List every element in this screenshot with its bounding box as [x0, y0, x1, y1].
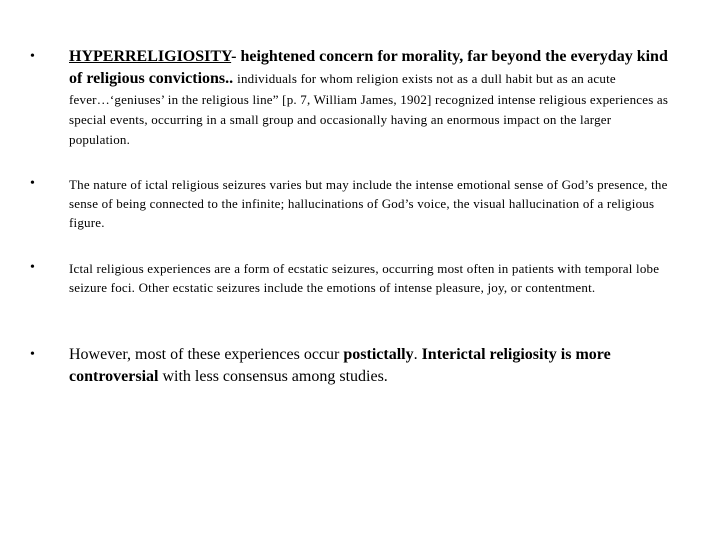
- bullet-marker: •: [30, 49, 35, 64]
- term-hyperreligiosity: HYPERRELIGIOSITY: [69, 48, 232, 65]
- text-part: .: [413, 346, 422, 363]
- bullet-text: The nature of ictal religious seizures varies but may include the intense emotional sense of God’s presence, the sense of being connected to the infinite; hallucinations of God’s voice, the visual hallucination of a religious figure.: [69, 177, 668, 230]
- text-bold-interictal: Interictal religiosity is more controversial: [69, 346, 611, 385]
- text-bold-postictally: postictally: [343, 346, 414, 363]
- text-part: with less consensus among studies.: [158, 368, 388, 385]
- term-definition: - heightened concern for morality, far beyond the everyday kind of religious convictions..: [69, 48, 668, 87]
- james-quote: individuals for whom religion exists not as a dull habit but as an acute fever…‘geniuses’ in the religious line” [p. 7, William James, 1902] recognized intense religious experiences as special events, occurring in a small group and occasionally having an enormous impact on the larger population.: [69, 71, 669, 147]
- bullet-marker: •: [30, 176, 35, 191]
- bullet-marker: •: [30, 347, 35, 362]
- bullet-text: [69, 344, 669, 388]
- text-part: However, most of these experiences occur: [69, 346, 344, 363]
- bullet-marker: •: [30, 260, 35, 275]
- bullet-text: [69, 46, 669, 150]
- bullet-text: Ictal religious experiences are a form of ecstatic seizures, occurring most often in patients with temporal lobe seizure foci. Other ecstatic seizures include the emotions of intense pleasure, joy, or contentment.: [69, 261, 660, 295]
